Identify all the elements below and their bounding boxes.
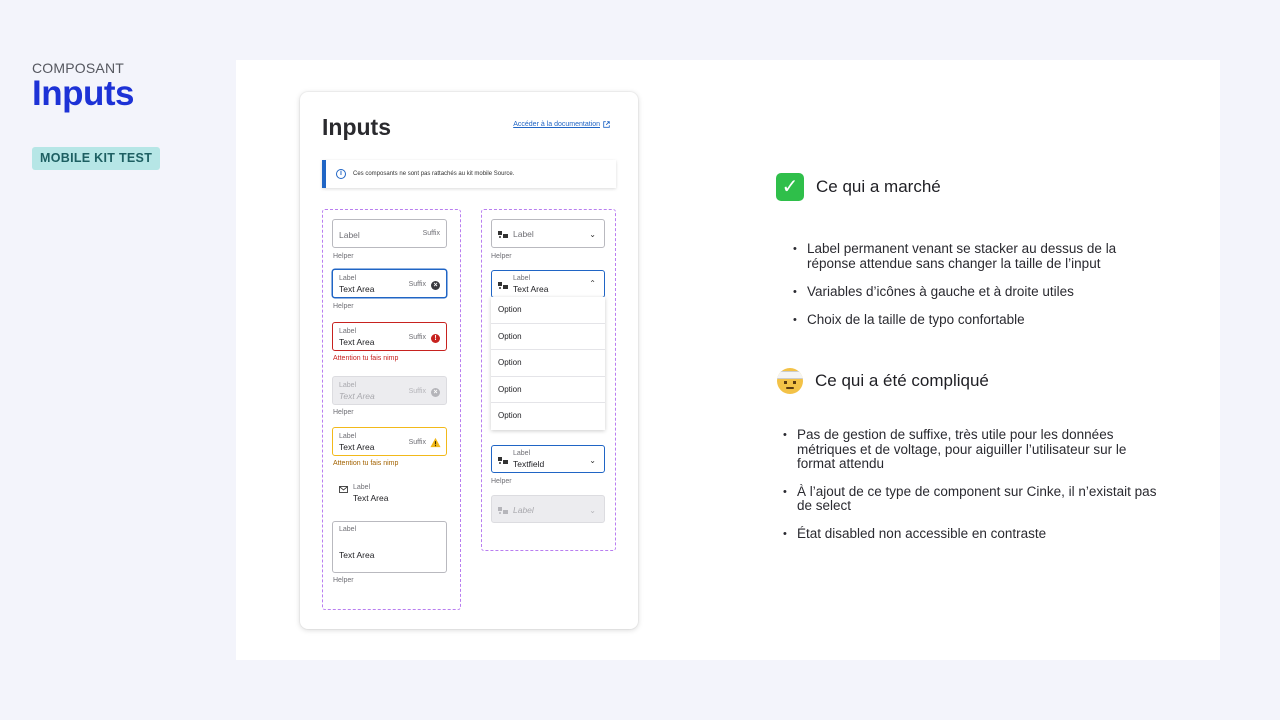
info-icon: i	[336, 169, 346, 179]
field-helper: Helper	[333, 577, 354, 584]
select-open[interactable]	[491, 270, 605, 298]
list-item: • État disabled non accessible en contraste	[783, 527, 1163, 542]
field-label: Label	[339, 382, 357, 389]
field-value: Text Area	[339, 337, 375, 347]
field-warning-text: Attention tu fais nimp	[333, 460, 399, 467]
field-helper: Helper	[333, 253, 354, 260]
page-title: Inputs	[32, 74, 134, 113]
select-disabled	[491, 495, 605, 523]
mail-icon	[339, 486, 348, 493]
list-item: • Pas de gestion de suffixe, très utile pour les données métriques et de voltage, pour aiguiller l’utilisateur sur le format attendu	[783, 428, 1163, 472]
warning-icon	[430, 437, 441, 448]
field-label: Label	[353, 484, 371, 491]
field-value: Text Area	[339, 284, 375, 294]
field-label: Label	[339, 433, 357, 440]
chevron-down-icon: ⌄	[589, 506, 596, 515]
info-banner-text: Ces composants ne sont pas rattachés au kit mobile Source.	[353, 171, 515, 177]
kit-badge: MOBILE KIT TEST	[32, 147, 160, 170]
text-field-focused[interactable]	[332, 269, 447, 298]
mockup-card	[300, 92, 638, 629]
field-label: Label	[339, 230, 360, 240]
field-suffix: Suffix	[408, 281, 426, 288]
chevron-up-icon: ⌃	[589, 279, 596, 288]
mockup-title: Inputs	[322, 114, 391, 140]
field-helper: Helper	[333, 303, 354, 310]
doc-link[interactable]	[513, 121, 610, 128]
external-link-icon	[603, 121, 610, 128]
doc-link-label[interactable]: Accéder à la documentation	[513, 121, 600, 128]
dropdown-option[interactable]: Option	[491, 324, 605, 351]
select-helper: Helper	[491, 478, 512, 485]
text-area[interactable]	[332, 521, 447, 573]
select-leading-icon	[498, 457, 508, 464]
worked-list	[793, 242, 1153, 327]
dropdown-option[interactable]: Option	[491, 350, 605, 377]
text-field-error[interactable]	[332, 322, 447, 351]
select-label: Label	[513, 450, 531, 457]
list-item: • Variables d’icônes à gauche et à droite utiles	[793, 285, 1153, 300]
dropdown-option[interactable]: Option	[498, 411, 522, 421]
select-leading-icon	[498, 282, 508, 289]
select-filled[interactable]	[491, 445, 605, 473]
select-leading-icon	[498, 507, 508, 514]
field-suffix: Suffix	[408, 388, 426, 395]
worked-heading	[776, 173, 941, 201]
select-label: Label	[513, 505, 534, 515]
list-item: • À l’ajout de ce type de component sur Cinke, il n’existait pas de select	[783, 485, 1163, 514]
dropdown-option[interactable]: Option	[491, 377, 605, 404]
field-suffix: Suffix	[422, 230, 440, 237]
overline: COMPOSANT	[32, 60, 125, 76]
error-icon: !	[431, 334, 440, 343]
list-item: • Choix de la taille de typo confortable	[793, 313, 1153, 328]
head-bandage-icon	[777, 368, 803, 394]
field-label: Label	[339, 275, 357, 282]
worked-title: Ce qui a marché	[816, 177, 941, 196]
clear-icon[interactable]: ×	[431, 281, 440, 290]
clear-icon: ×	[431, 388, 440, 397]
select-leading-icon	[498, 231, 508, 238]
check-mark-icon: ✓	[776, 173, 804, 201]
list-item: • Label permanent venant se stacker au dessus de la réponse attendue sans changer la taille de l’input	[793, 242, 1153, 271]
field-value: Text Area	[339, 391, 375, 401]
field-value: Text Area	[353, 493, 389, 503]
field-value: Text Area	[339, 442, 375, 452]
chevron-down-icon: ⌄	[589, 456, 596, 465]
select-helper: Helper	[491, 253, 512, 260]
select-label: Label	[513, 275, 531, 282]
select-value: Text Area	[513, 284, 549, 294]
chevron-down-icon: ⌄	[589, 230, 596, 239]
select-value: Textfield	[513, 459, 545, 469]
complicated-list	[783, 428, 1163, 541]
complicated-title: Ce qui a été compliqué	[815, 371, 989, 390]
info-banner	[322, 160, 616, 188]
field-helper: Helper	[333, 409, 354, 416]
text-field-empty[interactable]	[332, 219, 447, 248]
field-suffix: Suffix	[408, 334, 426, 341]
text-field-warning[interactable]	[332, 427, 447, 456]
complicated-heading	[777, 368, 989, 394]
field-label: Label	[339, 328, 357, 335]
field-value: Text Area	[339, 550, 375, 560]
field-error-text: Attention tu fais nimp	[333, 355, 399, 362]
text-field-with-icon[interactable]	[332, 480, 447, 509]
field-suffix: Suffix	[408, 439, 426, 446]
dropdown-option[interactable]: Option	[491, 297, 605, 324]
select-label: Label	[513, 229, 534, 239]
select-empty[interactable]	[491, 219, 605, 248]
text-field-disabled	[332, 376, 447, 405]
select-dropdown	[491, 297, 605, 430]
field-label: Label	[339, 526, 357, 533]
